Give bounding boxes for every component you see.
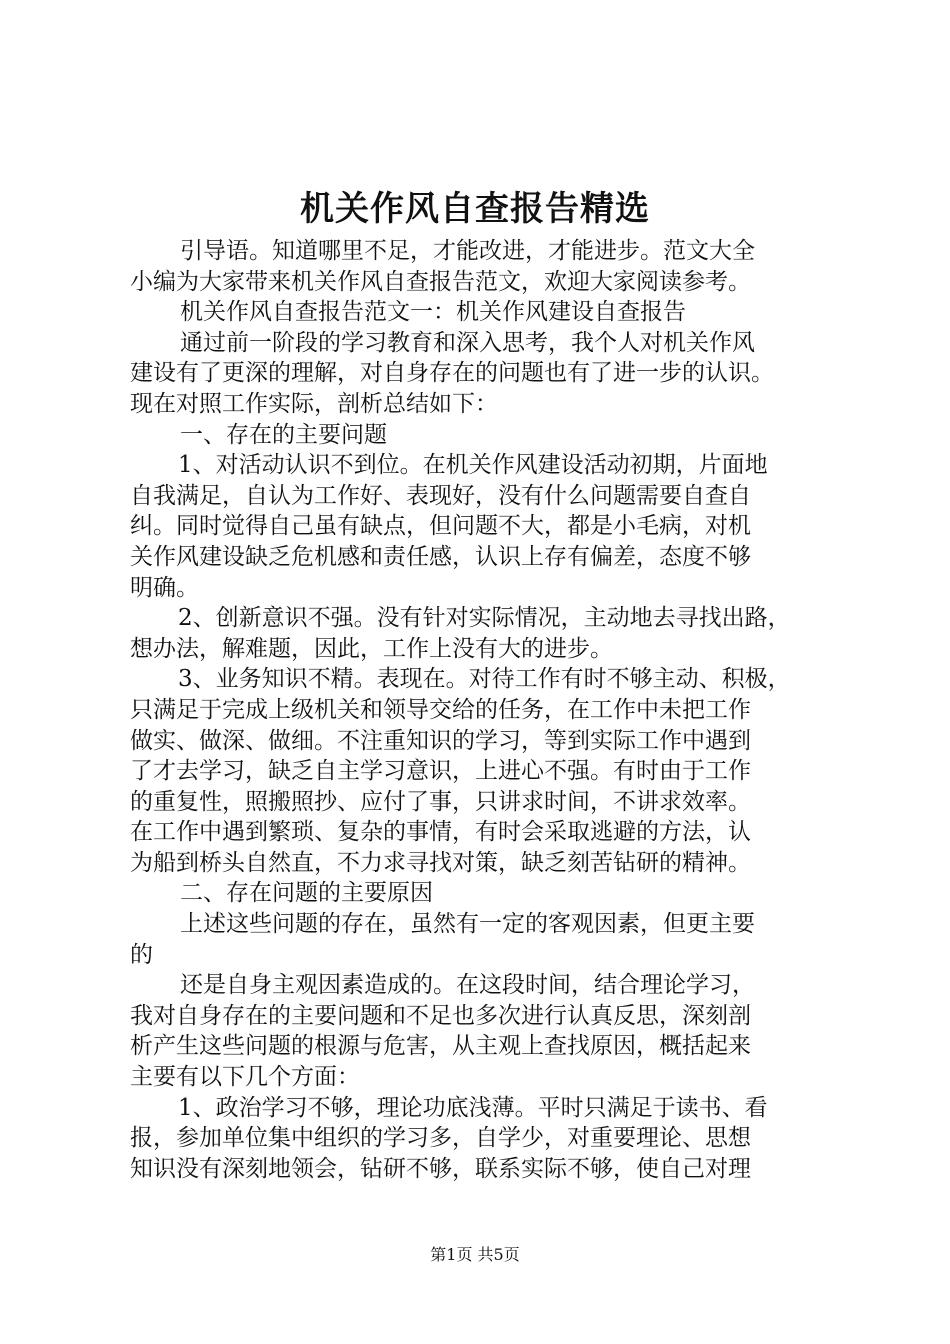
text-line: 主要有以下几个方面：: [130, 1064, 360, 1091]
text-line: 3、业务知识不精。表现在。对待工作有时不够主动、积极，: [178, 666, 791, 693]
text-line: 知识没有深刻地领会，钻研不够，联系实际不够，使自己对理: [130, 1155, 751, 1182]
text-line: 的: [130, 941, 153, 968]
text-line: 一、存在的主要问题: [180, 421, 387, 448]
text-line: 二、存在问题的主要原因: [180, 880, 433, 907]
document-body: [130, 236, 830, 1184]
text-line: 的重复性，照搬照抄、应付了事，只讲求时间，不讲求效率。: [130, 788, 751, 815]
text-line: 2、创新意识不强。没有针对实际情况，主动地去寻找出路，: [178, 605, 791, 632]
text-line: 自我满足，自认为工作好、表现好，没有什么问题需要自查自: [130, 482, 751, 509]
text-line: 机关作风自查报告范文一：机关作风建设自查报告: [180, 299, 686, 326]
text-line: 明确。: [130, 574, 199, 601]
text-line: 做实、做深、做细。不注重知识的学习，等到实际工作中遇到: [130, 727, 751, 754]
page-footer: 第1页 共5页: [430, 1245, 520, 1264]
text-line: 析产生这些问题的根源与危害，从主观上查找原因，概括起来: [130, 1033, 751, 1060]
text-line: 1、对活动认识不到位。在机关作风建设活动初期，片面地: [178, 452, 768, 479]
text-line: 报，参加单位集中组织的学习多，自学少，对重要理论、思想: [130, 1125, 751, 1152]
text-line: 小编为大家带来机关作风自查报告范文，欢迎大家阅读参考。: [130, 268, 751, 295]
text-line: 引导语。知道哪里不足，才能改进，才能进步。范文大全: [180, 238, 755, 264]
text-line: 我对自身存在的主要问题和不足也多次进行认真反思，深刻剖: [130, 1002, 751, 1029]
text-line: 上述这些问题的存在，虽然有一定的客观因素，但更主要: [180, 911, 755, 938]
text-line: 在工作中遇到繁琐、复杂的事情，有时会采取逃避的方法，认: [130, 819, 751, 846]
text-line: 通过前一阶段的学习教育和深入思考，我个人对机关作风: [180, 329, 755, 356]
text-line: 1、政治学习不够，理论功底浅薄。平时只满足于读书、看: [178, 1094, 768, 1121]
text-line: 还是自身主观因素造成的。在这段时间，结合理论学习，: [180, 972, 755, 999]
text-line: 了才去学习，缺乏自主学习意识，上进心不强。有时由于工作: [130, 758, 751, 785]
text-line: 只满足于完成上级机关和领导交给的任务，在工作中未把工作: [130, 696, 751, 723]
text-line: 纠。同时觉得自己虽有缺点，但问题不大，都是小毛病，对机: [130, 513, 751, 540]
text-line: 现在对照工作实际，剖析总结如下：: [130, 390, 498, 417]
text-line: 想办法，解难题，因此，工作上没有大的进步。: [130, 635, 613, 662]
text-line: 为船到桥头自然直，不力求寻找对策，缺乏刻苦钻研的精神。: [130, 849, 751, 876]
document-title: 机关作风自查报告精选: [300, 189, 650, 229]
text-line: 建设有了更深的理解，对自身存在的问题也有了进一步的认识。: [130, 360, 774, 387]
text-line: 关作风建设缺乏危机感和责任感，认识上存有偏差，态度不够: [130, 543, 751, 570]
